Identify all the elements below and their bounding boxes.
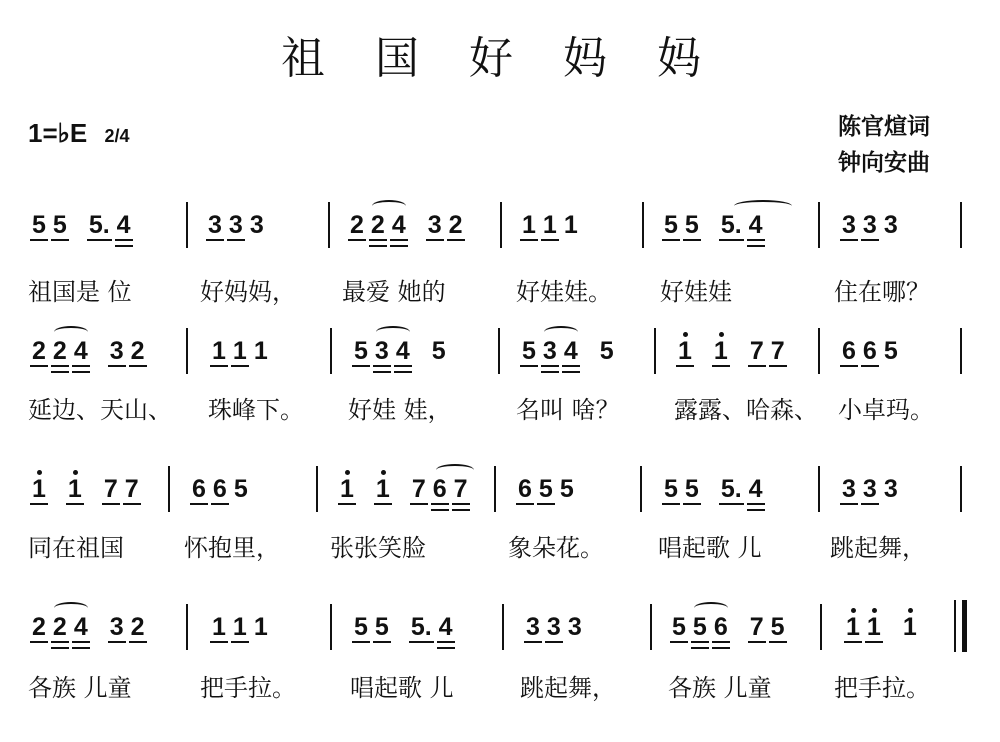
notation-row-1 — [0, 210, 1000, 252]
measure: 5 3 4 5 — [522, 336, 621, 378]
composer-credit: 钟向安曲 — [838, 150, 930, 176]
slur — [372, 200, 406, 212]
barline — [186, 202, 188, 248]
measure: 1 1 7 7 — [678, 336, 792, 378]
slur — [544, 326, 578, 338]
lyric-group: 跳起舞， — [520, 674, 616, 702]
measure: 2 2 4 3 2 — [350, 210, 470, 252]
lyric-group: 唱起歌 儿 — [350, 674, 454, 702]
measure: 2 2 4 3 2 — [32, 336, 152, 378]
lyric-group: 名叫 啥？ — [516, 396, 620, 424]
slur — [694, 602, 728, 614]
lyricist-credit: 陈官煊词 — [838, 114, 930, 140]
measure: 1 1 1 — [846, 612, 924, 654]
lyric-group: 把手拉。 — [200, 674, 296, 702]
slur — [734, 200, 792, 212]
lyric-group: 同在祖国 — [28, 534, 124, 562]
lyric-group: 唱起歌 儿 — [658, 534, 762, 562]
barline — [642, 202, 644, 248]
lyric-group: 各族 儿童 — [28, 674, 132, 702]
barline — [330, 604, 332, 650]
measure: 1 1 1 — [212, 337, 268, 365]
measure: 1 1 7 6 7 — [340, 474, 475, 516]
measure: 5 5 5. 4 — [664, 475, 763, 503]
measure: 1 1 7 7 — [32, 474, 146, 516]
barline — [316, 466, 318, 512]
barline — [640, 466, 642, 512]
key-and-time-signature — [28, 118, 130, 149]
time-signature: 2/4 — [104, 126, 130, 146]
barline — [494, 466, 496, 512]
lyric-group: 张张笑脸 — [330, 534, 426, 562]
key-signature: 1=♭E — [28, 118, 88, 148]
lyric-group: 祖国是 位 — [28, 278, 132, 306]
measure: 3 3 3 — [526, 613, 582, 641]
measure: 5 5 5. 4 — [32, 211, 131, 239]
barline — [818, 328, 820, 374]
barline — [960, 328, 962, 374]
barline — [650, 604, 652, 650]
lyric-group: 好娃娃 — [660, 278, 732, 306]
notation-row-4 — [0, 612, 1000, 654]
measure: 1 1 1 — [522, 211, 578, 239]
lyric-group: 好娃娃。 — [516, 278, 612, 306]
measure: 3 3 3 — [842, 211, 898, 239]
song-title: 祖 国 好 妈 妈 — [281, 33, 719, 84]
measure: 1 1 1 — [212, 613, 268, 641]
barline — [168, 466, 170, 512]
measure: 5 5 6 7 5 — [672, 612, 792, 654]
lyric-group: 象朵花。 — [508, 534, 604, 562]
lyric-group: 小卓玛。 — [838, 396, 934, 424]
final-barline-thick — [962, 600, 967, 652]
notation-row-2 — [0, 336, 1000, 378]
measure: 3 3 3 — [842, 475, 898, 503]
barline — [820, 604, 822, 650]
lyrics-row-4 — [28, 668, 988, 704]
barline — [818, 202, 820, 248]
barline — [186, 328, 188, 374]
lyric-group: 露露、哈森、 — [674, 396, 818, 424]
lyric-group: 延边、天山、 — [28, 396, 172, 424]
slur — [54, 326, 88, 338]
lyric-group: 把手拉。 — [834, 674, 930, 702]
lyric-group: 珠峰下。 — [208, 396, 304, 424]
lyric-group: 住在哪？ — [834, 278, 930, 306]
measure: 3 3 3 — [208, 211, 264, 239]
barline — [330, 328, 332, 374]
notation-row-3 — [0, 474, 1000, 516]
barline — [328, 202, 330, 248]
measure: 6 6 5 — [192, 475, 248, 503]
lyric-group: 好妈妈， — [200, 278, 296, 306]
measure: 5 5 5. 4 — [354, 613, 453, 641]
lyric-group: 怀抱里， — [184, 534, 280, 562]
barline — [500, 202, 502, 248]
barline — [818, 466, 820, 512]
barline — [654, 328, 656, 374]
final-barline-thin — [954, 600, 956, 652]
lyrics-row-1 — [28, 272, 988, 308]
slur — [376, 326, 410, 338]
barline — [960, 202, 962, 248]
lyric-group: 最爱 她的 — [342, 278, 446, 306]
slur — [54, 602, 88, 614]
barline — [960, 466, 962, 512]
lyric-group: 好娃 娃， — [348, 396, 452, 424]
measure: 6 5 5 — [518, 475, 574, 503]
measure: 5 3 4 5 — [354, 336, 453, 378]
lyrics-row-3 — [28, 528, 988, 564]
measure: 2 2 4 3 2 — [32, 612, 152, 654]
slur — [436, 464, 474, 476]
barline — [502, 604, 504, 650]
lyrics-row-2 — [28, 390, 988, 426]
barline — [498, 328, 500, 374]
barline — [186, 604, 188, 650]
measure: 5 5 5. 4 — [664, 210, 770, 252]
measure: 6 6 5 — [842, 337, 898, 365]
lyric-group: 各族 儿童 — [668, 674, 772, 702]
lyric-group: 跳起舞， — [830, 534, 926, 562]
